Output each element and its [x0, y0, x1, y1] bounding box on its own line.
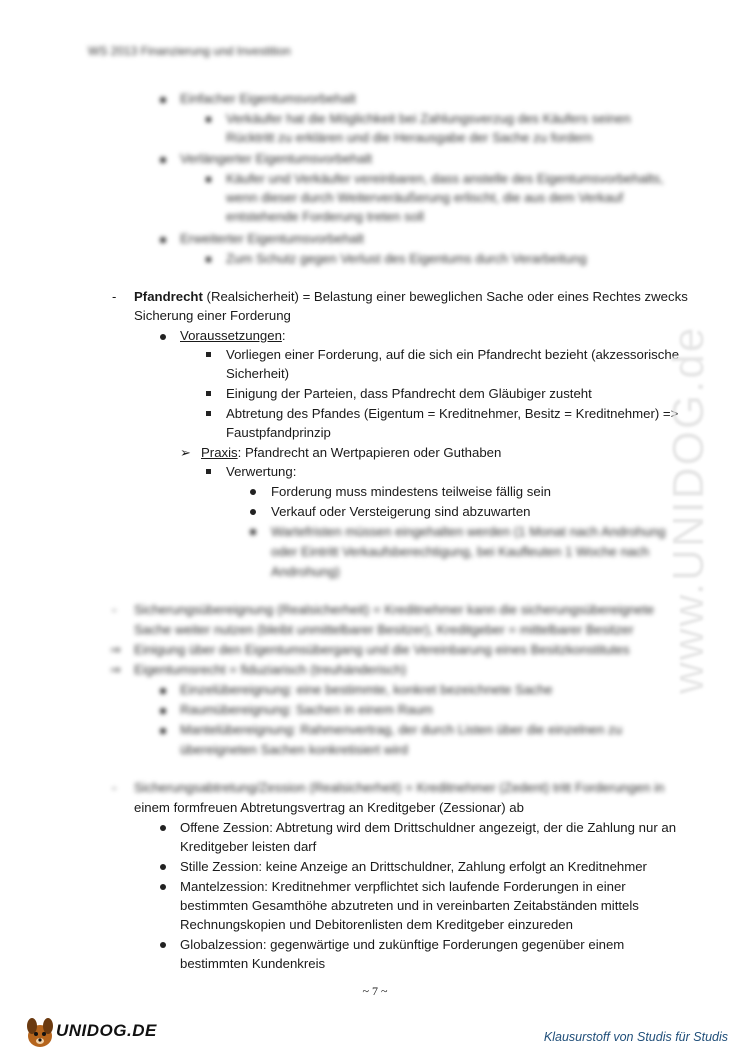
page-header: WS 2013 Finanzierung und Investition [88, 44, 291, 58]
praxis-line [201, 443, 501, 462]
text-line: Globalzession: gegenwärtige und zukünftige Forderungen gegenüber einem [180, 937, 625, 952]
blurred-line: Sache weiter nutzen (bleibt unmittelbarer Besitzer), Kreditgeber = mittelbarer Besitzer [134, 622, 634, 637]
blurred-line: Käufer und Verkäufer vereinbaren, dass anstelle des Eigentumsvorbehalts, [226, 171, 664, 186]
blurred-line: Rücktritt zu erklären und die Herausgabe der Sache zu fordern [226, 130, 593, 145]
footer-slogan: Klausurstoff von Studis für Studis [543, 1030, 728, 1044]
blurred-line: Wartefristen müssen eingehalten werden (1 Monat nach Androhung [271, 524, 666, 539]
blurred-line: wenn dieser durch Weiterveräußerung erlischt, die aus dem Verkauf [226, 190, 624, 205]
blurred-line: Einzelübereignung: eine bestimmte, konkret bezeichnete Sache [180, 682, 553, 697]
implies-marker: ⇒ [110, 662, 121, 677]
bullet-square [206, 469, 211, 474]
blurred-line: Zum Schutz gegen Verlust des Eigentums durch Verarbeitung [226, 251, 587, 266]
bullet-dot [160, 688, 166, 694]
text-line: Sicherheit) [226, 366, 290, 381]
blurred-line: Einfacher Eigentumsvorbehalt [180, 91, 356, 106]
implies-marker: ⇒ [110, 642, 121, 657]
voraussetzungen-label [180, 326, 286, 345]
praxis-text: : Pfandrecht an Wertpapieren oder Guthaben [237, 445, 502, 460]
blurred-line: Androhung) [271, 564, 340, 579]
text-line: Verkauf oder Versteigerung sind abzuwarten [271, 504, 531, 519]
watermark-text: www.UNIDOG.de [664, 325, 713, 695]
pfandrecht-definition: (Realsicherheit) = Belastung einer beweglichen Sache oder eines Rechtes zwecks [202, 289, 688, 304]
dash-marker: - [112, 780, 117, 795]
text-line: Kreditgeber leisten darf [180, 839, 317, 854]
bullet-dot [160, 825, 166, 831]
blurred-line: übereigneten Sachen konkretisiert wird [180, 742, 408, 757]
bullet-dot [160, 334, 166, 340]
dash-marker: - [112, 289, 117, 304]
bullet-dot [160, 157, 166, 163]
text-line: Mantelzession: Kreditnehmer verpflichtet sich laufende Forderungen in einer [180, 879, 626, 894]
text-line: Vorliegen einer Forderung, auf die sich ein Pfandrecht bezieht (akzessorische [226, 347, 680, 362]
page-number: ~ 7 ~ [362, 984, 388, 998]
blurred-line: Sicherungsabtretung/Zession (Realsicherheit) = Kreditnehmer (Zedent) tritt Forderungen in [134, 780, 665, 795]
bullet-dot [250, 489, 256, 495]
colon: : [281, 328, 286, 343]
blurred-line: oder Eintritt Verkaufsberechtigung, bei Kaufleuten 1 Woche nach [271, 544, 650, 559]
text-line: bestimmten Kundenkreis [180, 956, 326, 971]
bullet-square [206, 352, 211, 357]
bullet-square [206, 177, 211, 182]
verwertung-label: Verwertung: [226, 464, 297, 479]
blurred-line: Sicherungsübereignung (Realsicherheit) = Kreditnehmer kann die sicherungsübereignete [134, 602, 655, 617]
bullet-dot [160, 864, 166, 870]
bullet-dot [250, 509, 256, 515]
text-line: bestimmten Gesamthöhe abzutreten und in vereinbarten Zeitabständen mittels [180, 898, 639, 913]
bullet-dot [250, 529, 256, 535]
praxis-word: Praxis [201, 445, 238, 460]
bullet-dot [160, 884, 166, 890]
pfandrecht-title: Pfandrecht [134, 289, 203, 304]
arrow-bullet-icon: ➢ [180, 445, 191, 460]
text-line: Rechnungskopien und Debitorenlisten dem Kreditgeber einzureden [180, 917, 573, 932]
text-line: einem formfreuen Abtretungsvertrag an Kreditgeber (Zessionar) ab [134, 800, 524, 815]
voraussetzungen-word: Voraussetzungen [180, 328, 282, 343]
blurred-line: Verlängerter Eigentumsvorbehalt [180, 151, 373, 166]
text-line: Offene Zession: Abtretung wird dem Drittschuldner angezeigt, der die Zahlung nur an [180, 820, 677, 835]
blurred-line: Einigung über den Eigentumsübergang und die Vereinbarung eines Besitzkonstitutes [134, 642, 630, 657]
text-line: Forderung muss mindestens teilweise fällig sein [271, 484, 551, 499]
text-line: Abtretung des Pfandes (Eigentum = Kreditnehmer, Besitz = Kreditnehmer) => [226, 406, 679, 421]
text-line: Faustpfandprinzip [226, 425, 331, 440]
blurred-line: Mantelübereignung: Rahmenvertrag, der durch Listen über die einzelnen zu [180, 722, 623, 737]
bullet-square [206, 257, 211, 262]
bullet-square [206, 117, 211, 122]
dash-marker: - [112, 602, 117, 617]
logo-text: UNIDOG.DE [56, 1021, 157, 1040]
bullet-dot [160, 942, 166, 948]
bullet-dot [160, 708, 166, 714]
bullet-dot [160, 237, 166, 243]
bullet-dot [160, 97, 166, 103]
blurred-line: Verkäufer hat die Möglichkeit bei Zahlungsverzug des Käufers seinen [226, 111, 631, 126]
blurred-line: entstehende Forderung treten soll [226, 209, 424, 224]
bullet-square [206, 391, 211, 396]
pfandrecht-heading [134, 287, 688, 306]
text-line: Stille Zession: keine Anzeige an Drittschuldner, Zahlung erfolgt an Kreditnehmer [180, 859, 647, 874]
blurred-line: Eigentumsrecht = fiduziarisch (treuhänderisch) [134, 662, 407, 677]
bullet-square [206, 411, 211, 416]
text-line: Sicherung einer Forderung [134, 308, 291, 323]
bullet-dot [160, 728, 166, 734]
blurred-line: Erweiterter Eigentumsvorbehalt [180, 231, 364, 246]
text-line: Einigung der Parteien, dass Pfandrecht dem Gläubiger zusteht [226, 386, 592, 401]
blurred-line: Raumübereignung: Sachen in einem Raum [180, 702, 433, 717]
